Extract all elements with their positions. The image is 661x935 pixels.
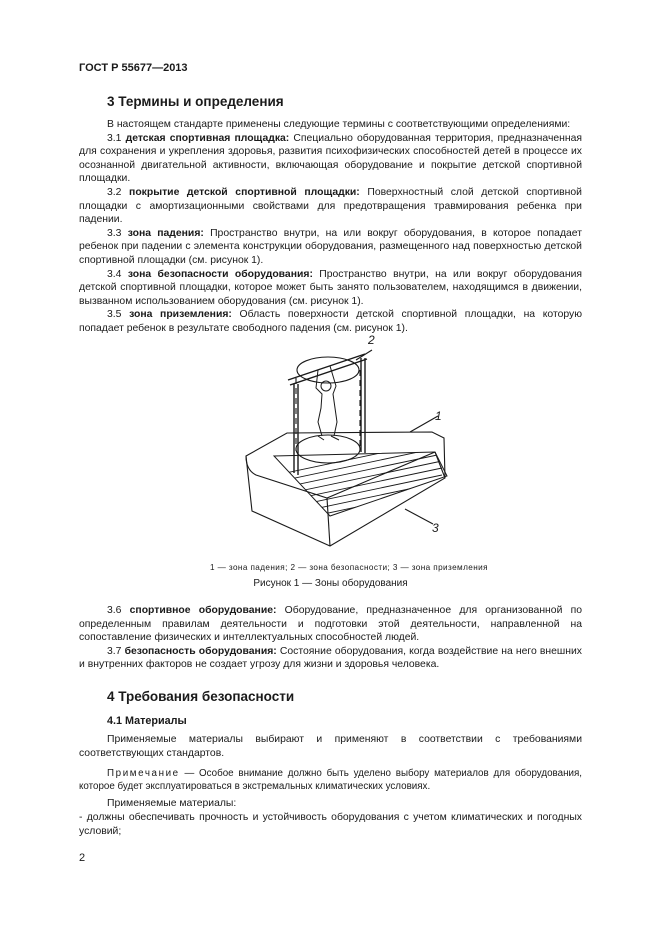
section-3-intro: В настоящем стандарте применены следующие термины с соответствующими определениями:: [107, 119, 571, 130]
term-definition: Оборудование, предназначенное для организованной по определенным правилам деятельности и подготовки этой деятельности, направленной на сопоставление физических и интеллектуальных способностей людей.: [79, 605, 582, 644]
section-4-title: 4 Требования безопасности: [107, 689, 295, 704]
term-3-4: [79, 268, 582, 309]
landing-zone-hatch: [262, 440, 442, 548]
note-label: Примечание: [107, 768, 180, 779]
materials-paragraph: Применяемые материалы выбирают и применяют в соответствии с требованиями соответствующих стандартов.: [79, 734, 582, 759]
term-number: 3.5: [107, 309, 122, 321]
section-4-1-p3: [79, 811, 582, 838]
materials-list-intro: Применяемые материалы:: [107, 798, 237, 809]
term-name: зона приземления:: [129, 309, 232, 321]
fall-zone-bottom-ellipse: [296, 435, 360, 463]
term-number: 3.3: [107, 227, 122, 239]
term-3-2: [79, 186, 582, 227]
section-4-1-p2: [79, 797, 582, 811]
equipment-zones-figure: [232, 328, 462, 552]
term-definition: Пространство внутри, на или вокруг оборудования, в которое попадает ребенок при падении с элемента конструкции оборудования, размещенного над поверхностью детской спортивной площадки (см. рисунок 1).: [79, 227, 582, 266]
term-name: зона падения:: [127, 227, 204, 239]
term-name: покрытие детской спортивной площадки:: [129, 186, 360, 198]
callout-3: 3: [432, 521, 439, 535]
callout-2: 2: [368, 333, 375, 347]
term-number: 3.4: [107, 268, 122, 280]
section-3-body: [79, 118, 582, 336]
section-4-1-p1: [79, 733, 582, 760]
term-number: 3.2: [107, 186, 122, 198]
section-3-title: 3 Термины и определения: [107, 94, 284, 109]
term-name: безопасность оборудования:: [124, 645, 277, 657]
term-name: спортивное оборудование:: [129, 605, 277, 616]
term-definition: Область поверхности детской спортивной площадки, на которую попадает ребенок в результате свободного падения (см. рисунок 1).: [79, 309, 583, 334]
term-number: 3.7: [107, 645, 122, 657]
term-3-6: [79, 604, 582, 645]
child-figure: [316, 366, 339, 440]
page-number: 2: [79, 852, 86, 864]
term-number: 3.1: [107, 132, 122, 144]
subsection-4-1-title: 4.1 Материалы: [107, 715, 187, 727]
term-number: 3.6: [107, 605, 122, 616]
section-3-body-cont: [79, 604, 582, 672]
term-3-7: [79, 645, 582, 672]
callout-1: 1: [435, 409, 442, 423]
term-definition: Пространство внутри, на или вокруг оборудования детской спортивной площадки, которое может быть занято пользователем, находящимся в движении, вызванном использованием оборудования (см. рисунок 1).: [79, 268, 582, 307]
figure-caption: Рисунок 1 — Зоны оборудования: [253, 578, 408, 589]
term-3-3: [79, 227, 582, 268]
figure-legend: 1 — зона падения; 2 — зона безопасности; 3 — зона приземления: [210, 563, 488, 572]
term-definition: Состояние оборудования, когда воздействие на него внешних и внутренних факторов не создает угрозу для жизни и здоровья человека.: [79, 645, 583, 671]
document-header: ГОСТ Р 55677—2013: [79, 62, 188, 74]
term-definition: Специально оборудованная территория, предназначенная для сохранения и укрепления здоровья, развития психофизических способностей детей в процессе их осознанной двигательной активности, включающая оборудование и покрытие детской спортивной площадки.: [79, 132, 583, 185]
term-name: зона безопасности оборудования:: [127, 268, 313, 280]
safety-zone-outline: [246, 432, 445, 546]
term-definition: Поверхностный слой детской спортивной площадки с амортизационными свойствами для предотвращения травмирования ребенка при падении.: [79, 186, 582, 226]
term-name: детская спортивная площадка:: [125, 132, 290, 144]
materials-list-item: - должны обеспечивать прочность и устойчивость оборудования с учетом климатических и погодных условий;: [79, 812, 582, 837]
term-3-1: [79, 132, 582, 186]
note-block: [79, 768, 582, 793]
note-text: — Особое внимание должно быть уделено выбору материалов для оборудования, которое будет эксплуатироваться в экстремальных климатических условиях.: [79, 768, 582, 792]
